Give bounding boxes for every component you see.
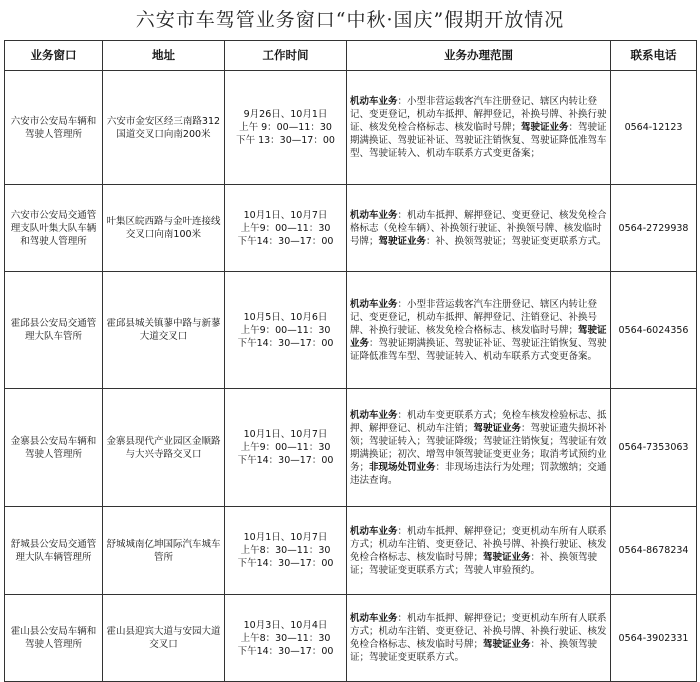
hours-afternoon: 下午14：30—17：00 [237, 455, 334, 466]
table-row [5, 185, 697, 272]
scope-cell [347, 389, 611, 507]
scope-text: ：补、换领驾驶证；驾驶证变更联系方式。 [350, 639, 598, 663]
scope-category: 驾驶证业务 [350, 324, 607, 349]
table-row [5, 507, 697, 595]
address-cell: 霍山县迎宾大道与安园大道交叉口 [103, 595, 225, 682]
hours-afternoon: 下午14：30—17：00 [237, 337, 334, 349]
window-schedule-table [4, 40, 697, 682]
scope-category: 驾驶证业务 [483, 551, 531, 563]
hours-morning: 上午 9：00—11：30 [239, 122, 332, 133]
scope-text: ：小型非营运载客汽车注册登记、辖区内转让登记、变更登记，机动车抵押、解押登记、注销登记、补换号牌、补换行驶证、核发免检合格标志、核发临时号牌； [350, 298, 598, 336]
scope-cell [347, 272, 611, 389]
office-cell: 六安市公安局车辆和驾驶人管理所 [5, 71, 103, 185]
scope-text: ：补、换领驾驶证；驾驶证变更联系方式。 [426, 235, 607, 247]
scope-category: 驾驶证业务 [473, 422, 522, 434]
phone-cell: 0564-3902331 [611, 595, 697, 682]
office-cell: 霍邱县公安局交通管理大队车管所 [5, 272, 103, 389]
hours-cell [225, 272, 347, 389]
scope-category: 驾驶证业务 [521, 122, 569, 133]
scope-text: ：非现场违法行为处理；罚款缴纳；交通违法查询。 [350, 461, 607, 486]
scope-category: 驾驶证业务 [378, 235, 427, 247]
hours-dates: 10月1日、10月7日 [243, 532, 328, 543]
scope-category: 机动车业务 [350, 409, 398, 421]
address-cell: 叶集区皖西路与金叶连接线交叉口向南100米 [103, 185, 225, 272]
scope-category: 机动车业务 [350, 613, 398, 624]
hours-dates: 10月3日、10月4日 [243, 619, 328, 631]
table-header-row [5, 41, 697, 71]
scope-cell [347, 71, 611, 185]
scope-text: ：驾驶证期满换证、驾驶证补证、驾驶证注销恢复、驾驶证降低准驾车型、驾驶证转入、机动车联系方式变更备案。 [350, 337, 607, 362]
scope-category: 非现场处罚业务 [369, 461, 436, 473]
hours-morning: 上午8：30—11：30 [240, 632, 331, 644]
hours-dates: 9月26日、10月1日 [243, 109, 328, 120]
header-phone: 联系电话 [611, 41, 697, 71]
hours-cell [225, 389, 347, 507]
table-row [5, 595, 697, 682]
hours-morning: 上午9：00—11：30 [240, 324, 331, 336]
scope-cell [347, 507, 611, 595]
hours-morning: 上午9：00—11：30 [240, 222, 331, 234]
office-cell: 金寨县公安局车辆和驾驶人管理所 [5, 389, 103, 507]
address-cell: 霍邱县城关镇蓼中路与新蓼大道交叉口 [103, 272, 225, 389]
hours-cell [225, 71, 347, 185]
hours-cell [225, 507, 347, 595]
header-hours: 工作时间 [225, 41, 347, 71]
scope-category: 机动车业务 [350, 96, 398, 107]
phone-cell: 0564-6024356 [611, 272, 697, 389]
scope-text: ：驾驶证遗失损坏补领；驾驶证转入；驾驶证降级；驾驶证注销恢复；驾驶证有效期满换证；初次、增驾申领驾驶证变更业务；取消考试预约业务； [350, 422, 607, 473]
scope-category: 机动车业务 [350, 298, 398, 310]
scope-text: ：机动车变更联系方式；免检车核发检验标志、抵押、解押登记、机动车注销； [350, 409, 607, 434]
hours-cell [225, 595, 347, 682]
scope-cell [347, 185, 611, 272]
header-scope: 业务办理范围 [347, 41, 611, 71]
hours-dates: 10月5日、10月6日 [243, 311, 328, 323]
address-cell: 金寨县现代产业园区金顺路与大兴寺路交叉口 [103, 389, 225, 507]
table-row [5, 272, 697, 389]
header-office: 业务窗口 [5, 41, 103, 71]
hours-morning: 上午8：30—11：30 [240, 545, 331, 556]
hours-afternoon: 下午 13：30—17：00 [236, 135, 335, 146]
hours-morning: 上午9：00—11：30 [240, 442, 331, 453]
office-cell: 六安市公安局交通管理支队叶集大队车辆和驾驶人管理所 [5, 185, 103, 272]
phone-cell: 0564-12123 [611, 71, 697, 185]
hours-afternoon: 下午14：30—17：00 [237, 558, 334, 569]
office-cell: 舒城县公安局交通管理大队车辆管理所 [5, 507, 103, 595]
office-cell: 霍山县公安局车辆和驾驶人管理所 [5, 595, 103, 682]
page-title: 六安市车驾管业务窗口“中秋·国庆”假期开放情况 [135, 9, 565, 31]
scope-text: ：驾驶证期满换证、驾驶证补证、驾驶证注销恢复、驾驶证降低准驾车型、驾驶证转入、机动车联系方式变更备案； [350, 122, 607, 159]
scope-category: 机动车业务 [350, 525, 398, 537]
hours-dates: 10月1日、10月7日 [243, 209, 328, 221]
scope-category: 驾驶证业务 [483, 639, 531, 650]
scope-text: ：机动车抵押、解押登记；变更机动车所有人联系方式；机动车注销、变更登记、补换号牌、补换行驶证、核发免检合格标志、核发临时号牌； [350, 525, 607, 563]
scope-text: ：机动车抵押、解押登记、变更登记、核发免检合格标志（免检车辆）、补换领行驶证、补换领号牌、核发临时号牌； [350, 209, 607, 247]
scope-text: ：补、换领驾驶证；驾驶证变更联系方式；驾驶人审验预约。 [350, 551, 598, 576]
table-row [5, 389, 697, 507]
hours-cell [225, 185, 347, 272]
scope-category: 机动车业务 [350, 209, 398, 221]
phone-cell: 0564-8678234 [611, 507, 697, 595]
scope-text: ：机动车抵押、解押登记；变更机动车所有人联系方式；机动车注销、变更登记、补换号牌、补换行驶证、核发免检合格标志、核发临时号牌； [350, 613, 607, 650]
scope-text: ：小型非营运载客汽车注册登记、辖区内转让登记、变更登记，机动车抵押、解押登记，补换号牌、补换行驶证、核发免检合格标志、核发临时号牌； [350, 96, 607, 133]
address-cell: 舒城城南亿坤国际汽车城车管所 [103, 507, 225, 595]
hours-afternoon: 下午14：30—17：00 [237, 235, 334, 247]
phone-cell: 0564-7353063 [611, 389, 697, 507]
header-address: 地址 [103, 41, 225, 71]
table-row [5, 71, 697, 185]
hours-afternoon: 下午14：30—17：00 [237, 645, 334, 657]
phone-cell: 0564-2729938 [611, 185, 697, 272]
scope-cell [347, 595, 611, 682]
hours-dates: 10月1日、10月7日 [243, 429, 328, 440]
address-cell: 六安市金安区经三南路312国道交叉口向南200米 [103, 71, 225, 185]
